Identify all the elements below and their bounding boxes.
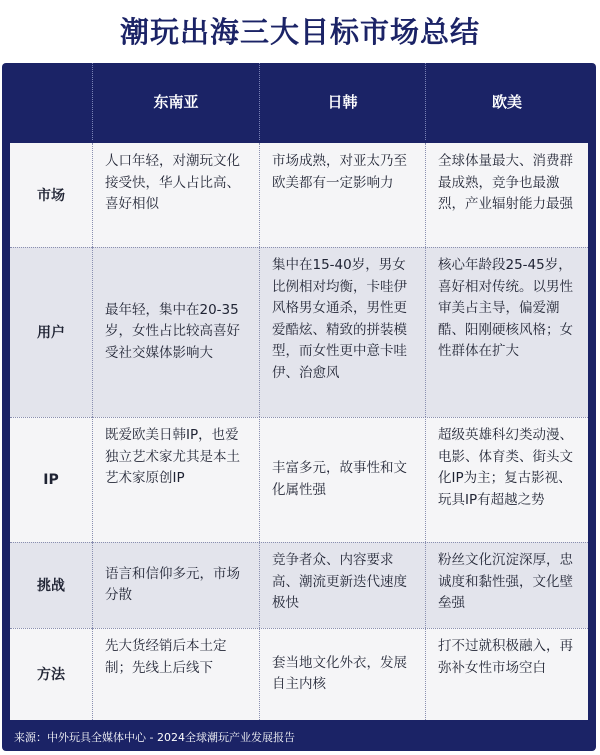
table-cell: 人口年轻，对潮玩文化接受快，华人占比高、喜好相似	[105, 153, 240, 212]
table-cell: 先大货经销后本土定制；先线上后线下	[105, 638, 227, 676]
table-header	[2, 63, 596, 140]
row-label: IP	[43, 471, 59, 488]
table-cell	[93, 247, 259, 417]
table-cell: 粉丝文化沉淀深厚，忠诚度和黏性强，文化壁垒强	[438, 552, 573, 611]
table-cell: 全球体量最大、消费群最成熟，竞争也最激烈，产业辐射能力最强	[438, 153, 573, 212]
table-row-methods	[10, 628, 588, 720]
table-cell: 集中在15-40岁，男女比例相对均衡，卡哇伊风格男女通杀，男性更爱酷炫、精致的拼装模型，而女性更中意卡哇伊、治愈风	[272, 257, 407, 381]
table-row-market	[10, 143, 588, 247]
column-header-southeast-asia: 东南亚	[153, 93, 199, 111]
row-label: 市场	[37, 188, 65, 204]
summary-table	[2, 63, 596, 751]
cell-text: 最年轻，集中在20-35岁，女性占比较高喜好受社交媒体影响大	[105, 301, 240, 361]
table-cell	[260, 417, 425, 542]
table-row-challenges	[10, 542, 588, 628]
row-label: 用户	[37, 325, 65, 341]
table-cell	[260, 628, 425, 720]
column-header-europe-america: 欧美	[491, 93, 522, 111]
table-row-users	[10, 247, 588, 417]
table-cell: 既爱欧美日韩IP，也爱独立艺术家尤其是本土艺术家原创IP	[105, 427, 240, 486]
table-cell: 竞争者众、内容要求高、潮流更新迭代速度极快	[272, 552, 407, 611]
row-label: 挑战	[37, 578, 65, 594]
table-cell: 市场成熟，对亚太乃至欧美都有一定影响力	[272, 153, 407, 191]
cell-text: 套当地文化外衣，发展自主内核	[272, 654, 407, 692]
page-title: 潮玩出海三大目标市场总结	[119, 14, 480, 49]
table-row-ip	[10, 417, 588, 542]
cell-text: 丰富多元，故事性和文化属性强	[272, 460, 407, 498]
table-cell: 打不过就积极融入，再弥补女性市场空白	[438, 638, 573, 676]
table-cell	[93, 542, 259, 628]
source-note: 来源：中外玩具全媒体中心 - 2024全球潮玩产业发展报告	[14, 731, 295, 744]
row-label: 方法	[37, 667, 65, 683]
column-header-japan-korea: 日韩	[327, 93, 358, 111]
table-cell: 核心年龄段25-45岁，喜好相对传统。以男性审美占主导，偏爱潮酷、阳刚硬核风格；女性群体在扩大	[438, 257, 573, 359]
cell-text: 语言和信仰多元，市场分散	[105, 565, 240, 603]
table-cell: 超级英雄科幻类动漫、电影、体育类、街头文化IP为主；复古影视、玩具IP有超越之势	[438, 427, 573, 508]
